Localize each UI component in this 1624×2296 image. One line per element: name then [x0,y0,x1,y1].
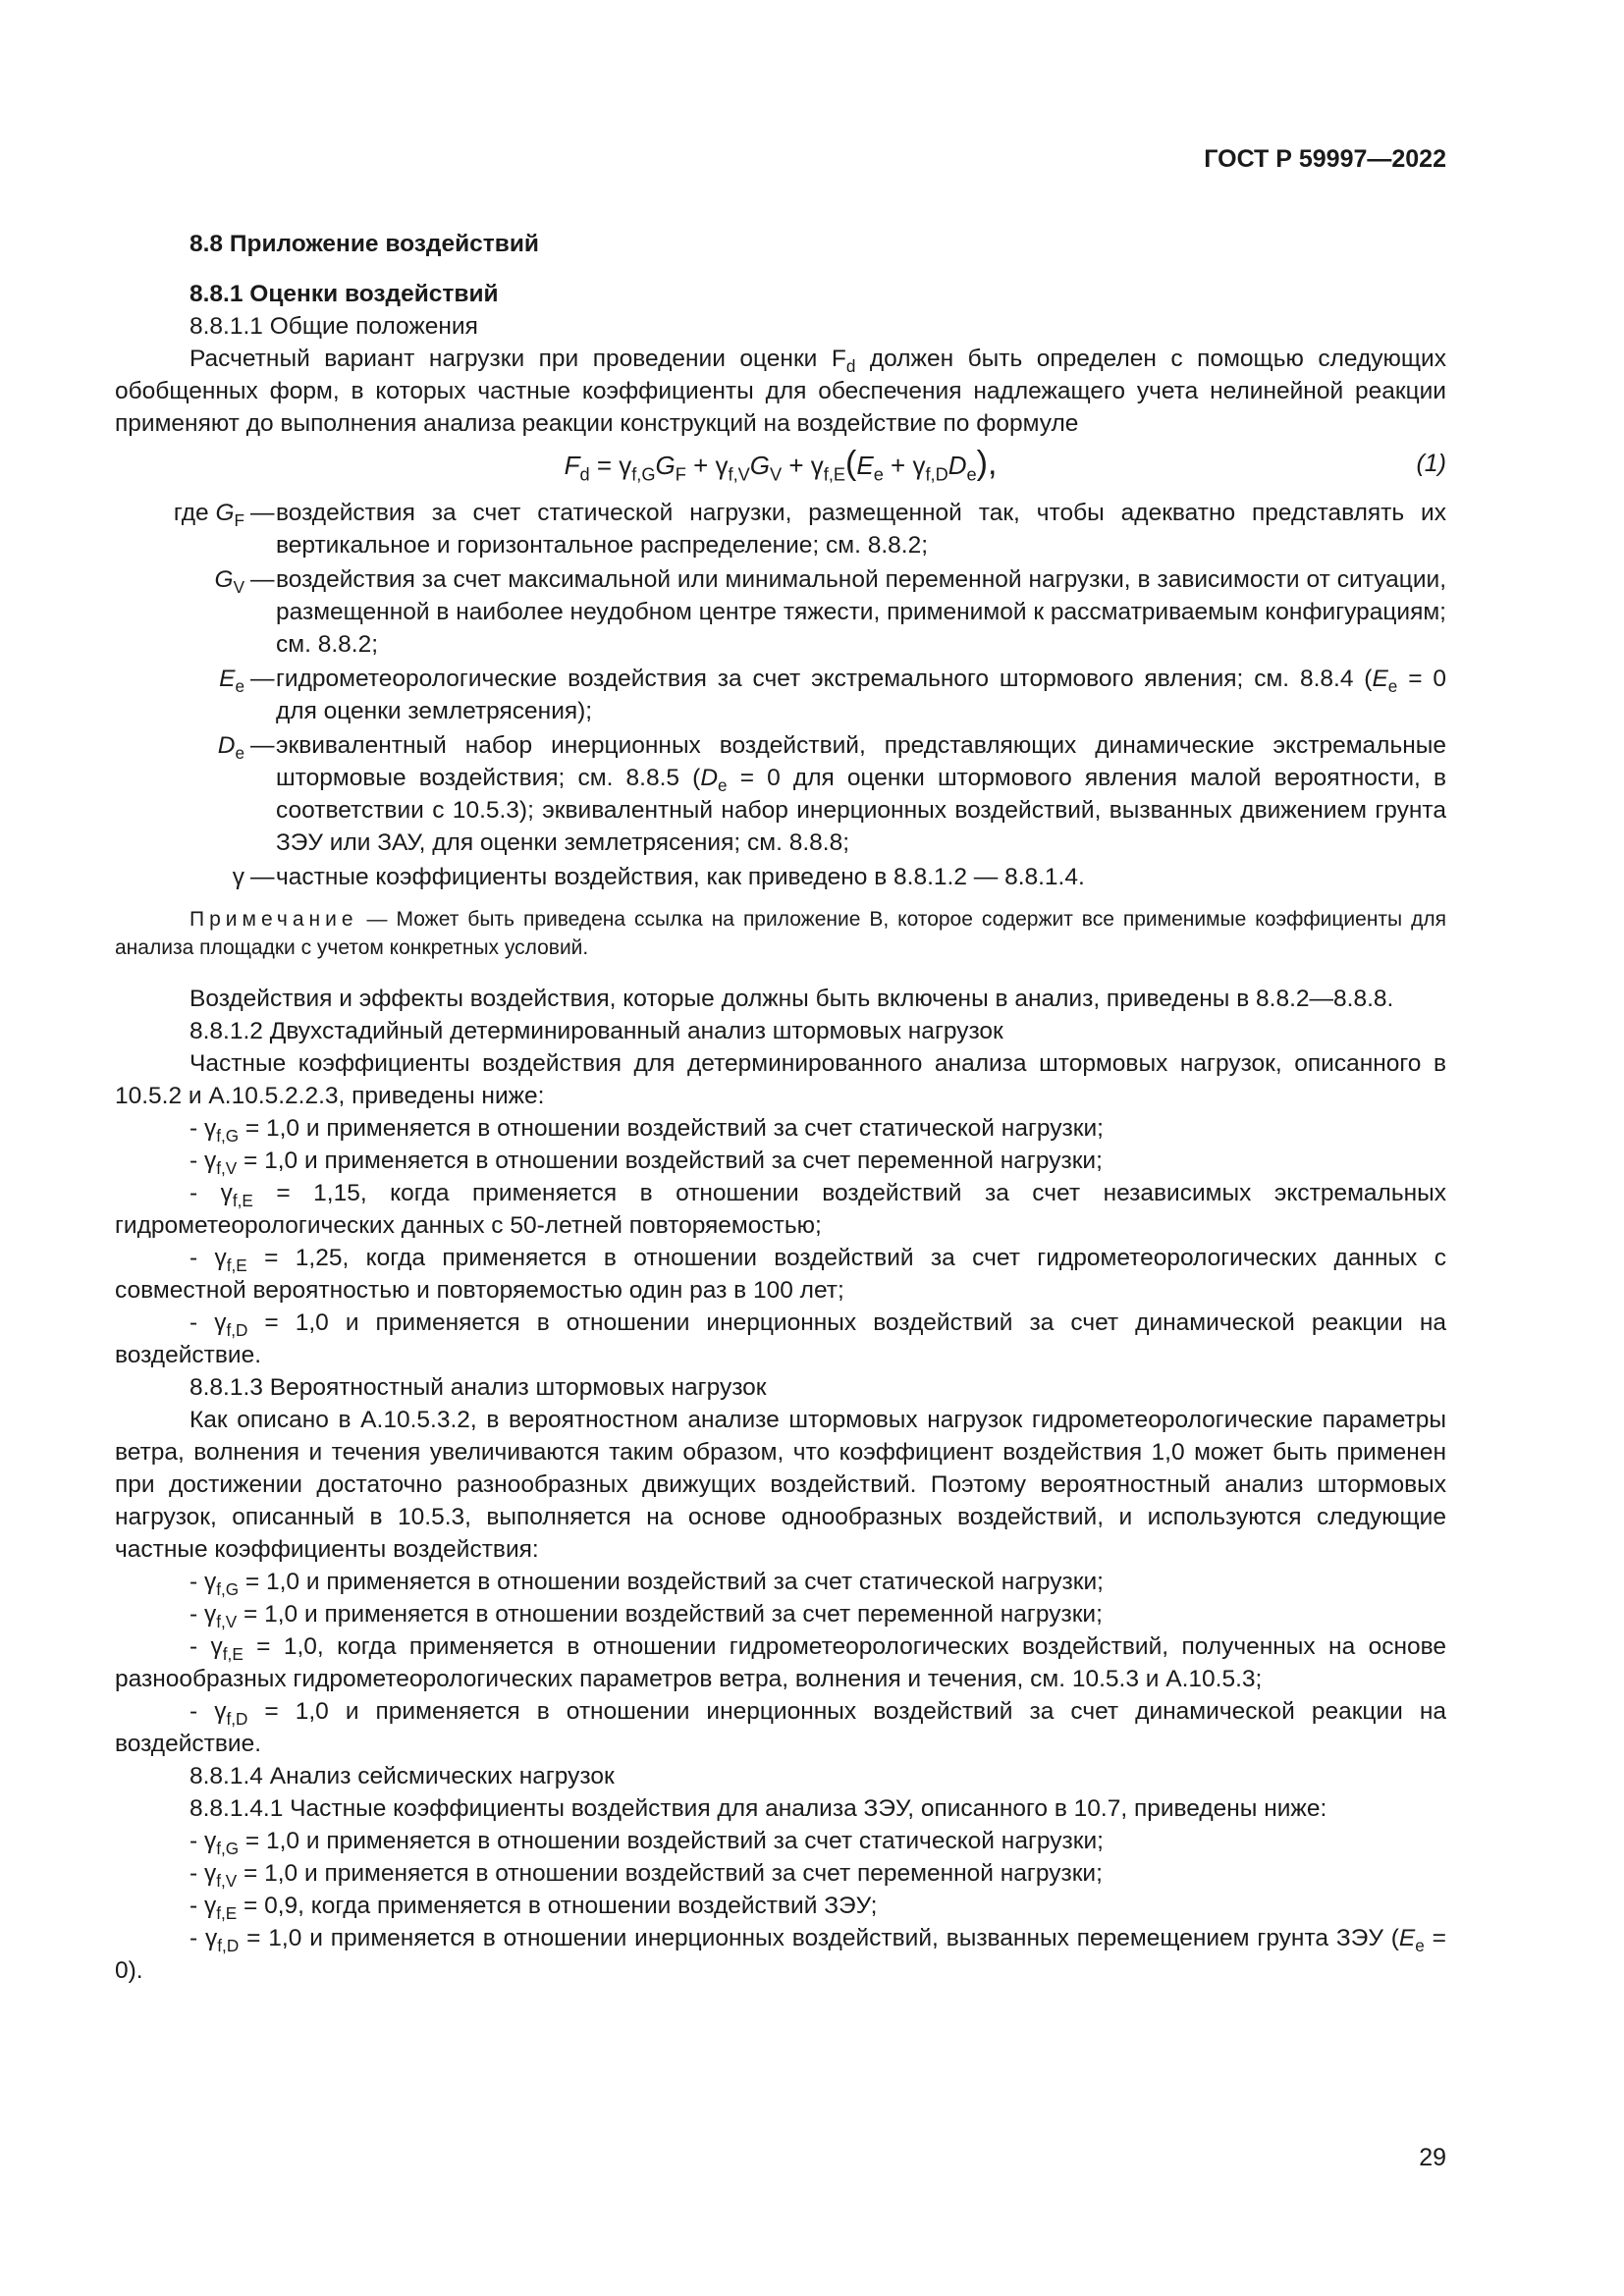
definition-ee [115,663,1446,727]
definition-gv [115,563,1446,661]
list-item-gamma: - γ [189,1148,217,1174]
list-item-text: = 1,25, когда применяется в отношении воздействий за счет гидрометеорологических данных с совместной вероятностью и повторяемостью один раз в 100 лет; [115,1245,1446,1304]
section-8-8-1-2-title: 8.8.1.2 Двухстадийный детерминированный анализ штормовых нагрузок [189,1018,1003,1044]
formula-paren: ( [845,445,857,482]
section-8-8-1-1-title: 8.8.1.1 Общие положения [189,313,478,340]
effects-paragraph: Воздействия и эффекты воздействия, которые должны быть включены в анализ, приведены в 8.8.2—8.8.8. [189,986,1394,1012]
symbol: E [219,666,236,692]
list-item-subscript: f,D [226,1709,248,1729]
list-item [115,1598,1446,1630]
document-body [115,228,1446,1987]
formula-operator: + γ [883,451,926,480]
list-item [115,1112,1446,1145]
list-item-subscript: f,E [216,1903,238,1923]
list-item [115,1922,1446,1987]
formula-symbol: G [655,451,676,480]
list-item-text: = 1,0, когда применяется в отношении гидрометеорологических воздействий, полученных на основе разнообразных гидрометеорологических параметров ветра, волнения и течения, см. 10.5.3 и А.10.5.3; [115,1633,1446,1692]
note-text: — Может быть приведена ссылка на приложение В, которое содержит все применимые коэффициенты для анализа площадки с учетом конкретных условий. [115,908,1446,959]
symbol-subscript: e [1387,676,1398,696]
definition-text-end: = 0 для оценки штормового явления малой вероятности, в соответствии с 10.5.3); эквивалентный набор инерционных воздействий, вызванных движением грунта ЗЭУ или ЗАУ, для оценки землетрясения; см. 8.8.8; [276,765,1446,856]
formula-number-text: (1) [1416,450,1446,477]
list-item-subscript: f,G [216,1579,240,1599]
section-8-8-1-title: 8.8.1 Оценки воздействий [189,281,499,307]
formula-subscript: V [770,464,783,485]
symbol-subscript: e [718,775,728,795]
formula-subscript: f,G [631,464,656,485]
list-item-text: = 1,0 и применяется в отношении инерционных воздействий за счет динамической реакции на воздействие. [115,1698,1447,1757]
definition-text-start: гидрометеорологические воздействия за счет экстремального штормового явления; см. 8.8.4 ( [276,666,1373,692]
page-number: 29 [1419,2144,1446,2171]
list-item-text: = 1,0 и применяется в отношении воздействий за счет статической нагрузки; [239,1569,1104,1595]
list-item-subscript: f,E [232,1191,253,1210]
section-8-8-1-3-intro: Как описано в А.10.5.3.2, в вероятностном анализе штормовых нагрузок гидрометеорологические параметры ветра, волнения и течения увеличиваются таким образом, что коэффициент воздействия 1,0 может быть применен при достижении достаточно разнообразных движущих воздействий. Поэтому вероятностный анализ штормовых нагрузок, описанный в 10.5.3, выполняется на основе однообразных воздействий, и используются следующие частные коэффициенты воздействия: [115,1407,1446,1563]
formula-subscript: f,D [925,464,948,485]
symbol: E [1398,1925,1416,1951]
formula-symbol: F [564,451,580,480]
list-item-subscript: f,V [216,1612,238,1631]
definition-text: воздействия за счет максимальной или минимальной переменной нагрузки, в зависимости от ситуации, размещенной в наиболее неудобном центре тяжести, применимой к рассматриваемым конфигурациям; см. 8.8.2; [276,566,1446,658]
formula-symbol: G [749,451,770,480]
symbol-subscript: e [1415,1936,1425,1955]
intro-paragraph [115,343,1446,440]
symbol-subscript: e [235,676,244,696]
definition-gamma [115,861,1446,893]
symbol: G [214,566,234,593]
definition-dash: — [250,732,275,759]
note-label: Примечание [189,908,358,931]
formula-subscript: d [579,464,590,485]
formula-subscript: F [675,464,686,485]
list-item-text: = 1,15, когда применяется в отношении воздействий за счет независимых экстремальных гидрометеорологических данных с 50-летней повторяемостью; [115,1180,1447,1239]
formula-subscript: f,V [728,464,750,485]
list-item-text: = 1,0 и применяется в отношении воздействий за счет статической нагрузки; [239,1115,1104,1142]
definition-symbol [115,663,244,695]
section-8-8-1-2-intro: Частные коэффициенты воздействия для детерминированного анализа штормовых нагрузок, описанного в 10.5.2 и А.10.5.2.2.3, приведены ниже: [115,1050,1446,1109]
list-item-text: = 1,0 и применяется в отношении воздействий за счет переменной нагрузки; [237,1601,1103,1628]
list-item-text-end: = 0). [115,1925,1446,1984]
list-item [115,1242,1446,1307]
formula-subscript: f,E [823,464,846,485]
definition-dash: — [250,864,275,890]
definition-text [276,663,1446,727]
section-8-8-title: 8.8 Приложение воздействий [189,231,539,257]
list-item [115,1566,1446,1598]
formula-number [1416,448,1446,480]
list-item-subscript: f,V [216,1158,238,1178]
formula-symbol: E [856,451,874,480]
list-item-text: = 1,0 и применяется в отношении воздействий за счет переменной нагрузки; [237,1148,1103,1174]
symbol: D [217,732,236,759]
list-item-subscript: f,D [217,1936,240,1955]
definition-text-end: = 0 для оценки землетрясения); [276,666,1446,724]
list-item-gamma: - γ [189,1828,217,1854]
list-item-text: = 0,9, когда применяется в отношении воздействий ЗЭУ; [237,1893,878,1919]
list-item-text: = 1,0 и применяется в отношении воздействий за счет статической нагрузки; [239,1828,1104,1854]
definition-symbol [115,563,244,596]
formula-1 [115,442,1446,491]
definition-dash: — [250,500,275,526]
list-item-gamma: - γ [189,1180,233,1206]
formula-symbol: D [947,451,967,480]
list-item-gamma: - γ [189,1245,227,1271]
symbol-subscript: F [234,510,244,530]
list-item [115,1145,1446,1177]
list-item-gamma: - γ [189,1633,223,1660]
symbol: G [215,500,235,526]
symbol: γ [232,864,244,890]
list-item-gamma: - γ [189,1698,227,1725]
symbol-subscript: e [235,743,244,763]
list-item-gamma: - γ [189,1601,217,1628]
list-item-gamma: - γ [189,1860,217,1887]
section-8-8-1-4-title: 8.8.1.4 Анализ сейсмических нагрузок [189,1763,615,1789]
list-item-subscript: f,G [216,1839,240,1858]
definition-text: частные коэффициенты воздействия, как приведено в 8.8.1.2 — 8.8.1.4. [276,864,1085,890]
formula-operator: + γ [685,451,729,480]
list-item [115,1630,1446,1695]
intro-subscript: d [845,356,856,376]
list-8-8-1-4 [115,1825,1446,1922]
definition-text [276,729,1446,859]
formula-paren: ), [976,445,998,482]
list-item-subscript: f,G [216,1126,240,1146]
list-8-8-1-3 [115,1566,1446,1760]
list-item-gamma: - γ [189,1925,218,1951]
list-item-text: = 1,0 и применяется в отношении инерционных воздействий, вызванных перемещением грунта ЗЭУ ( [239,1925,1399,1951]
where-word: где [173,500,216,526]
list-item-gamma: - γ [189,1893,217,1919]
definition-dash: — [250,666,275,692]
section-8-8-1-4-1-title: 8.8.1.4.1 Частные коэффициенты воздействия для анализа ЗЭУ, описанного в 10.7, приведены ниже: [189,1795,1327,1822]
list-item [115,1177,1446,1242]
list-item [115,1825,1446,1857]
list-item [115,1307,1446,1371]
definition-gf [115,497,1446,561]
definition-symbol [115,861,244,893]
list-item-subscript: f,E [222,1644,244,1664]
definitions-list [115,497,1446,893]
definition-text-start: эквивалентный набор инерционных воздействий, представляющих динамические экстремальные штормовые воздействия; см. 8.8.5 ( [276,732,1446,791]
list-item-subscript: f,D [226,1320,248,1340]
list-item-gamma: - γ [189,1569,217,1595]
formula-subscript: e [873,464,884,485]
formula-operator: = γ [589,451,632,480]
list-item-gamma: - γ [189,1309,227,1336]
intro-text-end: должен быть определен с помощью следующих обобщенных форм, в которых частные коэффициенты для обеспечения надлежащего учета нелинейной реакции применяют до выполнения анализа реакции конструкций на воздействие по формуле [115,346,1446,437]
definition-de [115,729,1446,859]
definition-symbol [115,497,244,529]
list-item-subscript: f,V [216,1871,238,1891]
section-8-8-1-3-title: 8.8.1.3 Вероятностный анализ штормовых нагрузок [189,1374,767,1401]
document-header: ГОСТ Р 59997—2022 [1204,145,1446,173]
formula-subscript: e [966,464,977,485]
list-item [115,1695,1446,1760]
formula-expression [115,445,1446,485]
list-item-gamma: - γ [189,1115,217,1142]
list-item-text: = 1,0 и применяется в отношении инерционных воздействий за счет динамической реакции на воздействие. [115,1309,1447,1368]
definition-symbol [115,729,244,762]
definition-text: воздействия за счет статической нагрузки, размещенной так, чтобы адекватно представлять их вертикальное и горизонтальное распределение; см. 8.8.2; [276,500,1446,559]
symbol-subscript: V [233,577,244,597]
symbol: E [1372,666,1388,692]
list-item [115,1857,1446,1890]
intro-text-start: Расчетный вариант нагрузки при проведении оценки F [189,346,846,372]
list-8-8-1-2 [115,1112,1446,1371]
definition-dash: — [250,566,275,593]
note [115,905,1446,962]
list-item [115,1890,1446,1922]
list-item-text: = 1,0 и применяется в отношении воздействий за счет переменной нагрузки; [237,1860,1103,1887]
list-item-subscript: f,E [226,1255,247,1275]
symbol: D [700,765,719,791]
formula-operator: + γ [782,451,824,480]
